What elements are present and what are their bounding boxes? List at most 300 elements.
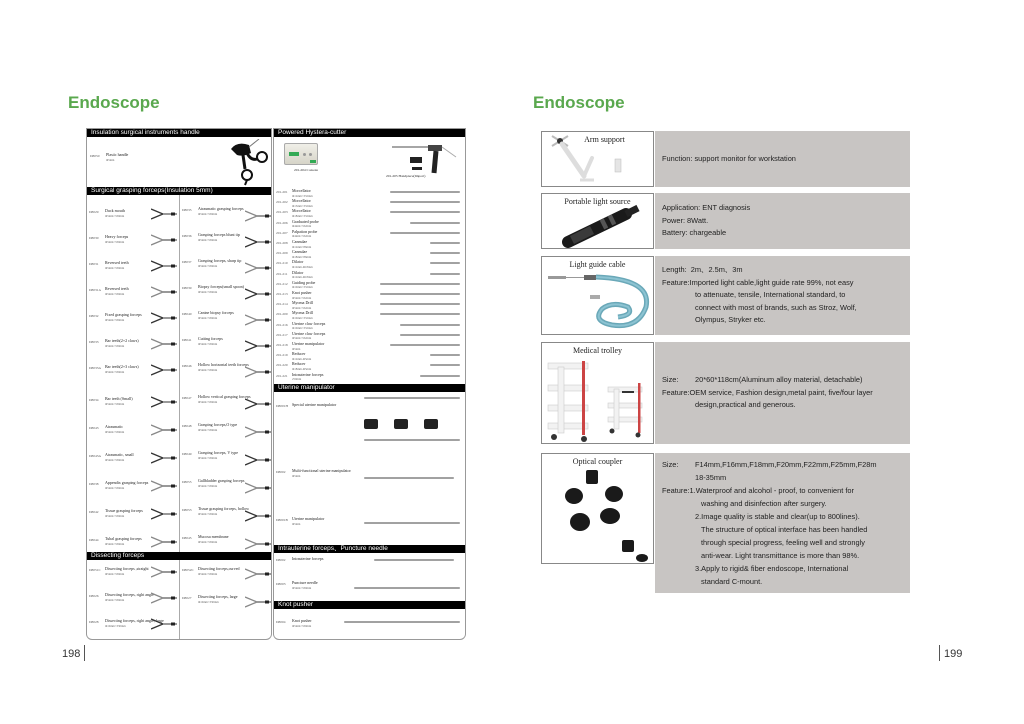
item-spec: Φ12mm-Φ18mm — [292, 275, 313, 280]
item-spec: Φ5mm×330mm — [105, 597, 125, 602]
item-spec: Φ5mm×330mm — [292, 623, 312, 628]
item-code: 201-213 — [276, 292, 288, 296]
item-spec: Φ5mm — [292, 346, 301, 351]
item-code: D8030 — [89, 236, 99, 240]
forceps-image — [245, 287, 271, 301]
item-code: D8031A — [89, 288, 102, 292]
forceps-image — [245, 595, 271, 609]
item-name: Bar teeth(2+2 claws) — [105, 338, 139, 343]
item-name: Tissue grasping forceps, hollow — [198, 506, 249, 511]
forceps-image — [245, 509, 271, 523]
item-name: Grasping forceps, sharp tip — [198, 258, 242, 263]
catalog-item — [276, 332, 325, 341]
item-spec: Φ5mm×330mm — [105, 541, 125, 546]
item-spec: Φ5mm×330mm — [105, 513, 125, 518]
item-code: D8037 — [182, 260, 192, 264]
instrument-rod-image — [430, 262, 460, 264]
item-code: D8002 — [276, 558, 286, 562]
item-code: D8043 — [89, 426, 99, 430]
item-name: Canine biopsy forceps — [198, 310, 234, 315]
item-code: D8031 — [89, 262, 99, 266]
forceps-image — [151, 565, 177, 579]
item-spec: Φ5mm×330mm — [105, 343, 125, 348]
forceps-image — [151, 285, 177, 299]
item-code: D8002 — [276, 470, 286, 474]
catalog-item — [182, 423, 237, 432]
forceps-image — [151, 233, 177, 247]
catalog-item — [89, 453, 134, 462]
item-code: D8041 — [182, 338, 192, 342]
item-spec: Φ5mm — [292, 473, 301, 478]
catalog-item — [276, 469, 351, 478]
section-header-dissecting: Dissecting forceps — [87, 552, 271, 560]
page-number-separator — [84, 645, 85, 661]
catalog-item — [89, 481, 148, 490]
handpiece-label: 201-205 Handpiece(Import) — [386, 174, 426, 178]
item-code: D8039 — [182, 286, 192, 290]
forceps-image — [151, 507, 177, 521]
instrument-rod-image — [380, 283, 460, 285]
forceps-image — [245, 567, 271, 581]
product-description-light-source: Application: ENT diagnosis Power: 8Watt. Battery: chargeable — [655, 193, 910, 249]
item-code: 201-211 — [276, 271, 288, 276]
item-spec: Φ5mm×330mm — [198, 483, 218, 488]
item-name: Puncture needle — [292, 580, 318, 585]
item-name: Reducer — [292, 361, 306, 367]
item-spec: Φ4mm×332mm — [292, 234, 312, 239]
item-name: Gallbladder grasping forceps — [198, 478, 245, 483]
instrument-rod-image — [390, 211, 460, 213]
instrument-rod-image — [430, 252, 460, 254]
item-spec: Φ10mm×332mm — [292, 285, 313, 290]
catalog-item — [182, 311, 234, 320]
catalog-item — [276, 271, 313, 280]
item-code: D8036 — [182, 234, 192, 238]
section-header-handle: Insulation surgical instruments handle — [87, 129, 271, 137]
catalog-item — [89, 287, 129, 296]
item-code: D8035 — [182, 208, 192, 212]
item-name: Uterine manipulator — [292, 341, 325, 346]
product-portable-light-source — [541, 193, 910, 249]
trolley-icon — [542, 343, 654, 443]
catalog-item — [89, 397, 133, 406]
item-name: Guiding probe — [292, 279, 316, 285]
forceps-image — [151, 207, 177, 221]
instrument-rod-image — [400, 324, 460, 326]
forceps-image — [151, 591, 177, 605]
catalog-item — [276, 557, 323, 562]
item-code: 201-214 — [276, 302, 288, 307]
catalog-item — [276, 362, 311, 371]
catalog-item — [276, 250, 311, 259]
instrument-rod-image — [374, 559, 454, 561]
instrument-rod-image — [430, 364, 460, 366]
item-spec: Φ18mm-Φ5mm — [292, 366, 312, 371]
item-spec: Φ12mm×332mm — [292, 193, 313, 198]
item-name: Multi-functional uterine manipulator — [292, 468, 351, 473]
item-name: Dissecting forceps, right angle, large — [105, 618, 164, 623]
item-spec: Φ5mm×330mm — [105, 429, 125, 434]
product-image-light-guide-cable: Light guide cable — [541, 256, 654, 335]
item-name: Grasping forceps blunt tip — [198, 232, 240, 237]
catalog-item — [276, 189, 313, 198]
forceps-image — [245, 339, 271, 353]
item-name: Bar teeth(2+3 claws) — [105, 364, 139, 369]
product-description-arm-support: Function: support monitor for workstation — [655, 131, 910, 187]
item-spec: Φ5mm×330mm — [105, 213, 125, 218]
item-spec: Φ5mm×330mm — [105, 401, 125, 406]
forceps-image — [245, 365, 271, 379]
item-code: 201-206 — [276, 220, 288, 225]
catalog-item — [276, 517, 324, 526]
item-name: Cutting forceps — [198, 336, 223, 341]
item-name: Myoma Drill — [292, 300, 313, 306]
item-name: Fixed grasping forceps — [105, 312, 142, 317]
item-name: Uterine manipulator — [292, 516, 325, 521]
plastic-handle-image — [227, 139, 269, 187]
item-spec: Φ5mm×330mm — [105, 317, 125, 322]
item-name: Dissecting forceps,curved — [198, 566, 240, 571]
item-code: 201-209 — [276, 251, 288, 256]
column-divider — [179, 195, 180, 640]
item-name: Knot pusher — [292, 290, 312, 295]
item-spec: Φ10mm×330mm — [198, 599, 219, 604]
item-spec: Φ5mm×330mm — [198, 539, 218, 544]
instrument-rod-image — [380, 313, 460, 315]
item-name: Morcellator — [292, 188, 311, 193]
catalog-item — [89, 339, 139, 348]
item-code: D8038 — [89, 482, 99, 486]
catalog-item — [276, 281, 315, 290]
item-spec: Φ18mm×332mm — [292, 213, 313, 218]
item-name: Uterine claw forceps — [292, 320, 326, 326]
catalog-item — [182, 395, 251, 404]
product-image-arm-support: Arm support — [541, 131, 654, 187]
item-name: Dissecting forceps ,straight — [105, 566, 149, 571]
catalog-item — [89, 593, 154, 602]
item-name: Hollow horizontal teeth forceps — [198, 362, 249, 367]
optical-coupler-icon — [542, 454, 654, 564]
catalog-item — [182, 507, 249, 516]
item-spec: Φ12mm-Φ18mm — [292, 264, 313, 269]
product-image-optical-coupler: Optical coupler — [541, 453, 654, 564]
item-name: Biopsy forceps(small spoon) — [198, 284, 244, 289]
catalog-item — [89, 537, 142, 546]
section-header-uterine: Uterine manipulator — [274, 384, 465, 392]
item-spec: Φ4mm×332mm — [292, 224, 312, 229]
catalog-item — [182, 479, 244, 488]
item-name: Reversed teeth — [105, 286, 129, 291]
item-code: D8046 — [182, 364, 192, 368]
item-name: Hollow vertical grasping forceps — [198, 394, 251, 399]
section-header-intrauterine: Intrauterine forceps、Puncture needle — [274, 545, 465, 553]
item-code: D8040 — [182, 312, 192, 316]
product-description-optical-coupler: Size: F14mm,F16mm,F18mm,F20mm,F22mm,F25mm,F28m 18-35mm Feature:1.Waterproof and alcohol - proof, to convenient for washing and disinfection after surgery. 2.Image quality is stable and clear(up to 800lines). The structure of optical interface has been handled through special progress, feeling well and strongly anti-wear. Light transmittance is more than 98%. 3.Apply to rigid& fiber endoscope, International standard C-mount. — [655, 453, 910, 593]
instrument-rod-image — [430, 354, 460, 356]
item-spec: Φ5mm×332mm — [292, 295, 312, 300]
instrument-rod-image — [430, 242, 460, 244]
instrument-rod-image — [380, 303, 460, 305]
product-description-medical-trolley: Size: 20*60*118cm(Aluminum alloy material, detachable) Feature:OEM service, Fashion design,metal paint, five/four layer design,practical and generous. — [655, 342, 910, 444]
item-code: D8051C — [89, 568, 101, 572]
item-code: D8053 — [182, 508, 192, 512]
catalog-item — [182, 259, 241, 268]
instrument-rod-image — [390, 201, 460, 203]
catalog-item — [276, 581, 318, 590]
item-code: 201-207 — [276, 230, 288, 235]
console-label: 201-204 Console — [294, 168, 319, 172]
forceps-image — [245, 397, 271, 411]
item-code: 201-212 — [276, 281, 288, 286]
product-image-light-source: Portable light source — [541, 193, 654, 249]
forceps-image — [151, 311, 177, 325]
catalog-item — [89, 365, 139, 374]
item-code: 201-203 — [276, 210, 288, 215]
forceps-image — [151, 451, 177, 465]
forceps-image — [245, 261, 271, 275]
product-light-guide-cable — [541, 256, 910, 335]
item-code: D8001B — [276, 518, 288, 522]
light-cable-icon — [542, 257, 654, 334]
item-spec: Φ5mm×330mm — [198, 367, 218, 372]
product-arm-support — [541, 131, 910, 187]
item-spec: Φ5mm×330mm — [105, 291, 125, 296]
item-spec: Φ5mm×332mm — [292, 336, 312, 341]
item-spec: Φ10mm×332mm — [292, 326, 313, 331]
item-code: D8034 — [89, 398, 99, 402]
instrument-rod-image — [400, 334, 460, 336]
item-code: D8045 — [182, 536, 192, 540]
item-name: Appendix grasping forceps — [105, 480, 149, 485]
item-name: Atraumatic — [105, 424, 123, 429]
item-code: 201-220 — [276, 363, 288, 368]
item-code: 201-210 — [276, 261, 288, 266]
catalog-item — [276, 619, 312, 628]
item-name: Dilator — [292, 269, 304, 275]
item-name: Cannulae — [292, 239, 308, 244]
item-name: Mucosa membrane — [198, 534, 229, 539]
catalog-item — [182, 567, 240, 576]
item-code: 201-217 — [276, 332, 288, 337]
item-spec: Φ5mm — [292, 521, 301, 526]
item-spec: Φ5mm×330mm — [198, 399, 218, 404]
item-name: Graduated probe — [292, 218, 319, 224]
item-code: D8028 — [89, 620, 99, 624]
instrument-rod-image — [364, 439, 460, 441]
instrument-rod-image — [430, 273, 460, 275]
catalog-item — [276, 291, 312, 300]
catalog-item — [182, 451, 238, 460]
catalog-item — [276, 260, 313, 269]
catalog-item — [182, 285, 244, 294]
forceps-image — [151, 535, 177, 549]
catalog-item — [182, 207, 244, 216]
right-page-number: 199 — [944, 648, 963, 660]
item-spec: Φ5mm×330mm — [198, 511, 218, 516]
instrument-rod-image — [390, 344, 460, 346]
item-spec: Φ5mm×330mm — [198, 263, 218, 268]
left-page-title: Endoscope — [68, 93, 160, 112]
item-name: Reducer — [292, 351, 306, 357]
forceps-image — [151, 423, 177, 437]
item-code: 201-200 — [276, 312, 288, 317]
item-spec: Φ5mm×330mm — [198, 237, 218, 242]
item-code: D8033A — [89, 366, 102, 370]
instrument-rod-image — [364, 477, 454, 479]
instrument-rod-image — [380, 293, 460, 295]
item-code: D8003 — [276, 582, 286, 586]
instrument-rod-image — [390, 232, 460, 234]
item-plastic-handle: D8050 Plastic handle Φ5mm — [90, 152, 129, 162]
catalog-item — [182, 233, 240, 242]
item-code: D8026 — [89, 594, 99, 598]
instrument-rod-image — [390, 191, 460, 193]
instrument-rod-image — [364, 397, 460, 399]
product-description-light-guide-cable: Length: 2m、2.5m、3m Feature:Imported light cable,light guide rate 99%, not easy to attenuate, tensile, International standard, to connect with most of brands, such as Stroz, Wolf, Olympus, Stryker etc. — [655, 256, 910, 335]
item-code: D8001H — [276, 404, 289, 408]
instrument-rod-image — [344, 621, 460, 623]
manipulator-cup-image — [394, 419, 408, 429]
forceps-image — [151, 395, 177, 409]
console-image — [284, 143, 318, 165]
item-spec: Φ5mm×330mm — [198, 571, 218, 576]
catalog-item — [182, 595, 238, 604]
item-name: Morcellator — [292, 198, 311, 204]
item-name: Morcellator — [292, 208, 311, 214]
forceps-image — [245, 313, 271, 327]
item-spec: Φ5mm×330mm — [105, 265, 125, 270]
item-code: D8004 — [276, 620, 286, 624]
item-spec: Φ5mm×330mm — [105, 457, 125, 462]
item-name: Grasping forceps,O type — [198, 422, 238, 427]
item-name: Intrauterine forceps — [292, 371, 324, 377]
catalog-item — [182, 337, 223, 346]
right-catalog-panel — [273, 128, 466, 640]
item-name: Intrauterine forceps — [292, 556, 324, 561]
item-code: D8052C — [182, 568, 194, 572]
item-spec: Φ12mm×86mm — [292, 244, 312, 249]
left-page-number: 198 — [62, 648, 81, 660]
page-number-separator — [939, 645, 940, 661]
section-header-hystera: Powered Hystera-cutter — [274, 129, 465, 137]
item-spec: Φ10mm×330mm — [105, 623, 126, 628]
catalog-item — [89, 509, 143, 518]
catalog-item — [276, 352, 311, 361]
catalog-item — [89, 567, 149, 576]
item-name: Dissecting forceps, right angle — [105, 592, 154, 597]
product-image-medical-trolley: Medical trolley — [541, 342, 654, 444]
instrument-rod-image — [354, 587, 460, 589]
item-spec: Φ5mm×330mm — [198, 289, 218, 294]
item-code: D8042 — [89, 510, 99, 514]
item-code: 201-219 — [276, 353, 288, 358]
item-spec: Φ5mm×330mm — [198, 455, 218, 460]
handpiece-image — [392, 143, 464, 177]
item-spec: 250mm — [292, 377, 302, 382]
arm-support-icon — [542, 132, 654, 186]
item-name: Knot pusher — [292, 618, 312, 623]
product-optical-coupler — [541, 453, 910, 593]
forceps-image — [151, 363, 177, 377]
catalog-item — [276, 230, 317, 239]
instrument-rod-image — [410, 222, 460, 224]
catalog-item — [182, 535, 229, 544]
catalog-item — [276, 322, 325, 331]
item-code: 201-221 — [276, 373, 288, 378]
item-code: D8048 — [182, 424, 192, 428]
light-source-icon — [542, 194, 654, 248]
item-spec: Φ18mm×86mm — [292, 254, 312, 259]
item-spec: Φ5mm×330mm — [105, 369, 125, 374]
catalog-item — [276, 301, 313, 310]
item-name: Special uterine manipulator — [292, 402, 337, 407]
instrument-rod-image — [364, 522, 460, 524]
item-code: D8032 — [89, 314, 99, 318]
right-page-title: Endoscope — [533, 93, 625, 112]
catalog-item — [89, 425, 124, 434]
item-code: D8043A — [89, 454, 102, 458]
item-code: 201-218 — [276, 343, 288, 347]
item-code: 201-202 — [276, 200, 288, 205]
forceps-image — [245, 481, 271, 495]
forceps-image — [245, 425, 271, 439]
item-spec: Φ12mm-Φ5mm — [292, 356, 312, 361]
item-name: Dilator — [292, 259, 304, 265]
section-header-knot-pusher: Knot pusher — [274, 601, 465, 609]
item-spec: Φ10mm×332mm — [292, 315, 313, 320]
item-name: Palpation probe — [292, 228, 318, 234]
item-code: 201-216 — [276, 322, 288, 327]
item-name: Atraumatic, small — [105, 452, 134, 457]
item-code: 201-208 — [276, 241, 288, 245]
forceps-image — [151, 259, 177, 273]
forceps-image — [151, 337, 177, 351]
catalog-item — [276, 311, 313, 320]
item-code: D8047 — [182, 396, 192, 400]
left-catalog-panel — [86, 128, 272, 640]
manipulator-cup-image — [364, 419, 378, 429]
catalog-item — [276, 220, 319, 229]
instrument-rod-image — [420, 375, 460, 377]
item-code: D8029 — [89, 210, 99, 214]
item-spec: Φ5mm×330mm — [198, 427, 218, 432]
item-name: Atraumatic grasping forceps — [198, 206, 244, 211]
forceps-image — [151, 479, 177, 493]
item-spec: Φ5mm×330mm — [292, 585, 312, 590]
item-code: D8033 — [89, 340, 99, 344]
forceps-image — [151, 617, 177, 631]
section-header-grasping: Surgical grasping forceps(Insulation 5mm) — [87, 187, 271, 195]
forceps-image — [245, 453, 271, 467]
item-spec: Φ5mm×330mm — [105, 485, 125, 490]
item-spec: Φ5mm×330mm — [198, 341, 218, 346]
item-code: D8049 — [182, 452, 192, 456]
item-spec: Φ5mm×330mm — [198, 211, 218, 216]
item-spec: Φ5mm×332mm — [292, 305, 312, 310]
item-spec: Φ5mm×330mm — [105, 571, 125, 576]
item-name: Grasping forceps, V type — [198, 450, 239, 455]
forceps-image — [245, 235, 271, 249]
item-name: Cannulae — [292, 249, 308, 255]
item-spec: Φ5mm×330mm — [198, 315, 218, 320]
catalog-item — [276, 342, 324, 351]
item-spec: Φ5mm×330mm — [105, 239, 125, 244]
forceps-image — [245, 209, 271, 223]
item-code: D8055 — [182, 480, 192, 484]
forceps-image — [245, 537, 271, 551]
item-name: Reversed teeth — [105, 260, 129, 265]
catalog-item — [276, 403, 336, 408]
